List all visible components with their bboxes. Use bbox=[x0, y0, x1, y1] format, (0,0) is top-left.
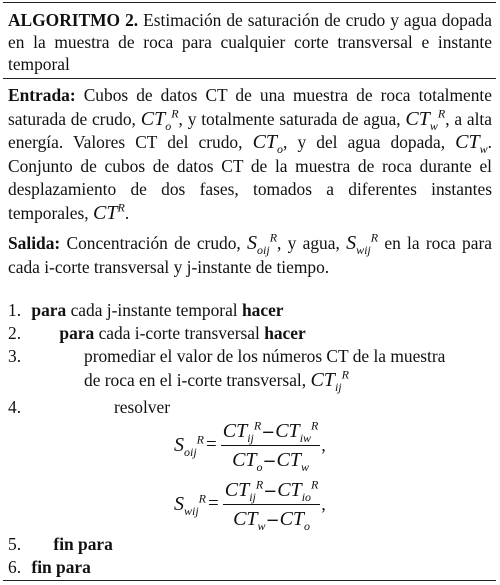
algorithm-caption: Estimación de saturación de crudo y agua dopada en la muestra de roca para cualquier corte transversal e instante temporal bbox=[8, 10, 492, 74]
keyword-fin-para: fin para bbox=[53, 534, 113, 554]
output-text-1: Concentración de crudo, bbox=[66, 233, 241, 253]
output-section bbox=[8, 232, 492, 279]
step-number: 3. bbox=[8, 346, 22, 366]
input-label: Entrada: bbox=[8, 85, 76, 105]
step-number: 1. bbox=[8, 300, 22, 320]
input-text-3: , a alta energía. Valores CT del crudo, bbox=[8, 108, 492, 152]
algorithm-label: ALGORITMO 2. bbox=[8, 10, 139, 30]
output-label: Salida: bbox=[8, 233, 61, 253]
step-number: 5. bbox=[8, 534, 22, 554]
eq1-lhs: $S_{oij}^R$ bbox=[174, 432, 205, 459]
title-rule bbox=[3, 78, 496, 79]
step-3 bbox=[8, 345, 492, 367]
bottom-rule bbox=[3, 580, 496, 581]
step-number: 6. bbox=[8, 557, 22, 577]
eq1-numerator: $CT_{ij}^R - CT_{iw}^R$ bbox=[222, 417, 319, 445]
top-rule bbox=[3, 2, 496, 3]
step-text: cada i-corte transversal bbox=[98, 323, 260, 343]
input-text-1: Cubos de datos CT de una muestra de roca totalmente saturada de crudo, bbox=[8, 85, 492, 129]
equation-oil-saturation bbox=[174, 414, 326, 476]
step-number: 4. bbox=[8, 397, 22, 417]
var-ct-water: $CT_w$ bbox=[455, 131, 488, 156]
step-text: resolver bbox=[114, 397, 171, 417]
output-text-3: en la roca para cada i-corte transversal y j-instante de tiempo. bbox=[8, 233, 492, 277]
eq2-lhs: $S_{wij}^R$ bbox=[174, 491, 207, 518]
step-text: cada j-instante temporal bbox=[70, 300, 238, 320]
eq1-comma: , bbox=[321, 435, 326, 455]
keyword-para: para bbox=[59, 323, 95, 343]
input-text-6: . bbox=[124, 202, 130, 223]
output-text-2: , y agua, bbox=[277, 233, 340, 253]
input-text-4: , y del agua dopada, bbox=[283, 132, 446, 152]
step-2 bbox=[8, 322, 492, 344]
step-3-cont bbox=[84, 367, 492, 394]
var-ct-oil-rock: $CT_o^R$ bbox=[140, 105, 179, 133]
input-text-5: . Conjunto de cubos de datos CT de la muestra de roca durante el desplazamiento de dos fases, tomados a diferentes instantes temporales, bbox=[8, 132, 493, 223]
equation-water-saturation bbox=[174, 473, 326, 535]
step-number: 2. bbox=[8, 323, 22, 343]
equals-sign: = bbox=[206, 434, 217, 455]
var-s-oil: $S_{oij}^R$ bbox=[247, 230, 278, 257]
keyword-hacer: hacer bbox=[242, 300, 284, 320]
input-text-2: , y totalmente saturada de agua, bbox=[178, 108, 401, 129]
equals-sign: = bbox=[208, 493, 219, 514]
eq1-denominator: $CT_o - CT_w$ bbox=[232, 448, 310, 474]
eq2-fraction bbox=[223, 476, 321, 533]
input-section bbox=[8, 84, 492, 225]
var-ct-rock: $CT^R$ bbox=[93, 199, 125, 224]
eq1-fraction bbox=[221, 417, 321, 474]
eq2-comma: , bbox=[321, 494, 326, 514]
var-ct-oil: $CT_o$ bbox=[252, 131, 284, 156]
eq2-numerator: $CT_{ij}^R - CT_{io}^R$ bbox=[224, 476, 319, 504]
algorithm-title bbox=[8, 9, 492, 75]
var-ct-slice: $CT_{ij}^R$ bbox=[310, 367, 349, 394]
step-text: de roca en el i-corte transversal, bbox=[84, 370, 307, 390]
keyword-para: para bbox=[31, 300, 67, 320]
step-1 bbox=[8, 299, 492, 321]
step-5 bbox=[8, 533, 492, 555]
var-s-water: $S_{wij}^R$ bbox=[346, 230, 379, 257]
step-text: promediar el valor de los números CT de la muestra bbox=[84, 346, 446, 366]
step-6 bbox=[8, 556, 492, 578]
keyword-hacer: hacer bbox=[264, 323, 306, 343]
var-ct-water-rock: $CT_w^R$ bbox=[405, 105, 446, 133]
keyword-fin-para: fin para bbox=[31, 557, 91, 577]
eq2-denominator: $CT_w - CT_o$ bbox=[233, 507, 311, 533]
